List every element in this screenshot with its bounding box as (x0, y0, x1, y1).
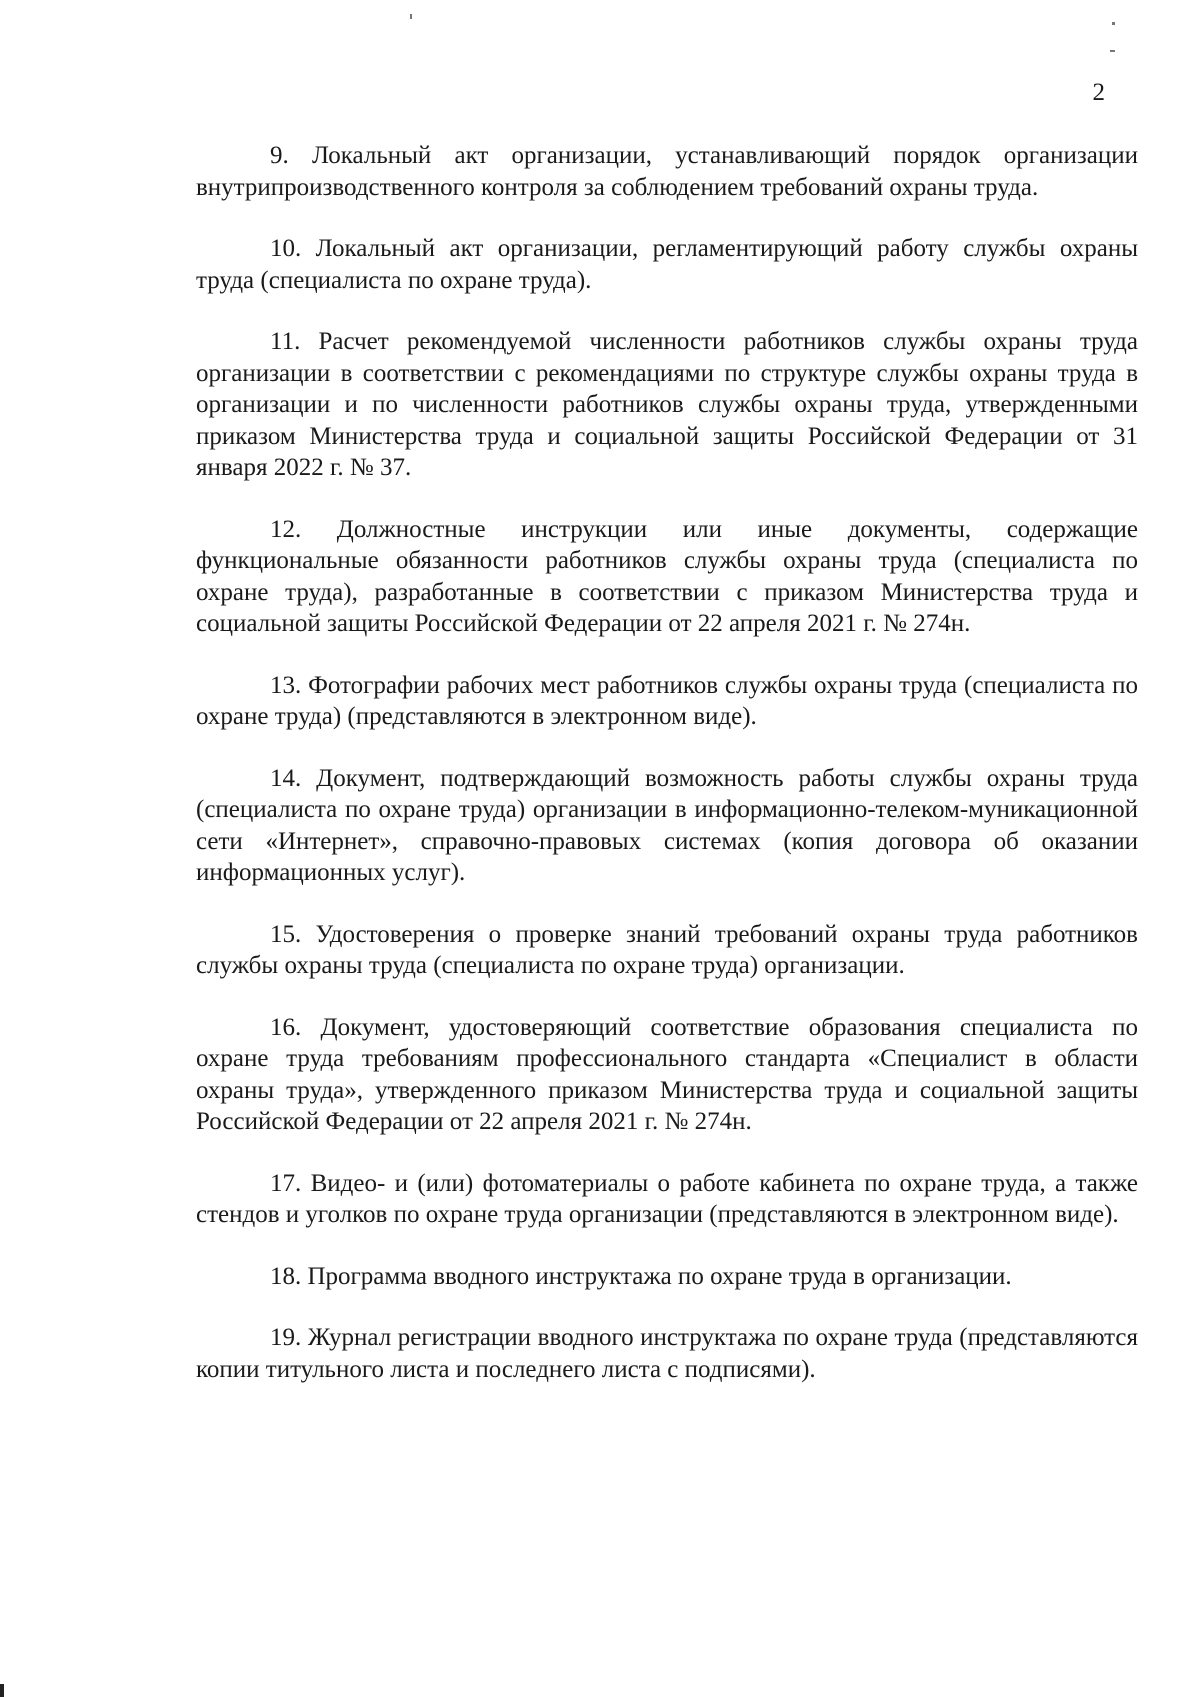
scan-speck (410, 14, 412, 19)
list-item: 18. Программа вводного инструктажа по охране труда в организации. (270, 1262, 1012, 1290)
page-number: 2 (1092, 79, 1105, 106)
list-item: 9. Локальный акт организации, устанавливающий порядок организации внутрипроизводственного контроля за соблюдением требований охраны труда. (196, 142, 1138, 201)
scan-speck (1112, 22, 1115, 25)
scan-speck (1110, 50, 1115, 52)
list-item: 13. Фотографии рабочих мест работников службы охраны труда (специалиста по охране труда) (представляются в электронном виде). (196, 671, 1138, 730)
scan-edge-mark (0, 1684, 4, 1697)
list-item: 17. Видео- и (или) фотоматериалы о работе кабинета по охране труда, а также стендов и уголков по охране труда организации (представляются в электронном виде). (196, 1169, 1138, 1228)
list-item: 15. Удостоверения о проверке знаний требований охраны труда работников службы охраны труда (специалиста по охране труда) организации. (196, 920, 1138, 979)
list-item: 12. Должностные инструкции или иные документы, содержащие функциональные обязанности работников службы охраны труда (специалиста по охране труда), разработанные в соответствии с приказом Министерства труда и социальной защиты Российской Федерации от 22 апреля 2021 г. № 274н. (196, 515, 1138, 637)
list-item: 19. Журнал регистрации вводного инструктажа по охране труда (представляются копии титульного листа и последнего листа с подписями). (196, 1324, 1138, 1383)
list-item: 11. Расчет рекомендуемой численности работников службы охраны труда организации в соответствии с рекомендациями по структуре службы охраны труда в организации и по численности работников службы охраны труда, утвержденными приказом Министерства труда и социальной защиты Российской Федерации от 31 января 2022 г. № 37. (196, 328, 1138, 481)
list-item: 14. Документ, подтверждающий возможность работы службы охраны труда (специалиста по охране труда) организации в информационно-телеком-муникационной сети «Интернет», справочно-правовых системах (копия договора об оказании информационных услуг). (196, 764, 1138, 886)
list-item: 16. Документ, удостоверяющий соответствие образования специалиста по охране труда требованиям профессионального стандарта «Специалист в области охраны труда», утвержденного приказом Министерства труда и социальной защиты Российской Федерации от 22 апреля 2021 г. № 274н. (196, 1013, 1138, 1135)
list-item: 10. Локальный акт организации, регламентирующий работу службы охраны труда (специалиста по охране труда). (196, 235, 1138, 294)
document-body (196, 140, 1138, 1415)
